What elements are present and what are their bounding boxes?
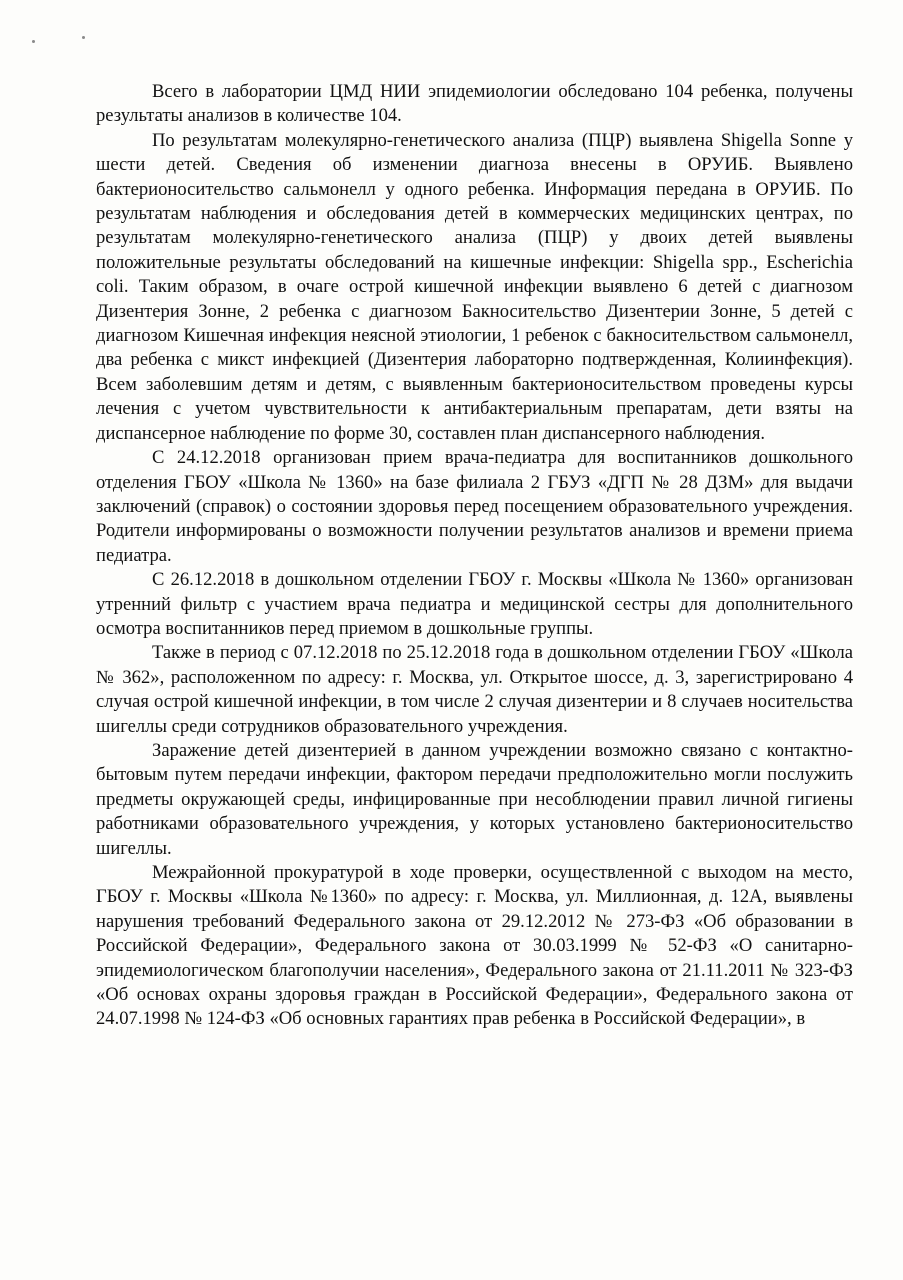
paragraph-infection-route: Заражение детей дизентерией в данном учреждении возможно связано с контактно-бытовым путем передачи инфекции, фактором передачи предположительно могли послужить предметы окружающей среды, инфицированные при несоблюдении правил личной гигиены работниками образовательного учреждения, у которых установлено бактерионосительство шигеллы. xyxy=(96,739,853,859)
paragraph-pcr-analysis: По результатам молекулярно-генетического анализа (ПЦР) выявлена Shigella Sonne у шести детей. Сведения об изменении диагноза внесены в ОРУИБ. Выявлено бактерионосительство сальмонелл у одного ребенка. Информация передана в ОРУИБ. По результатам наблюдения и обследования детей в коммерческих медицинских центрах, по результатам молекулярно-генетического анализа (ПЦР) у двоих детей выявлены положительные результаты обследований на кишечные инфекции: Shigella spp., Escherichia coli. Таким образом, в очаге острой кишечной инфекции выявлено 6 детей с диагнозом Дизентерия Зонне, 2 ребенка с диагнозом Бакносительство Дизентерии Зонне, 5 детей с диагнозом Кишечная инфекция неясной этиологии, 1 ребенок с бакносительством сальмонелл, два ребенка с микст инфекцией (Дизентерия лабораторно подтвержденная, Колиинфекция). Всем заболевшим детям и детям, с выявленным бактерионосительством проведены курсы лечения с учетом чувствительности к антибактериальным препаратам, дети взяты на диспансерное наблюдение по форме 30, составлен план диспансерного наблюдения. xyxy=(96,129,853,444)
paragraph-prosecutor-inspection: Межрайонной прокуратурой в ходе проверки, осуществленной с выходом на место, ГБОУ г. Москвы «Школа №1360» по адресу: г. Москва, ул. Миллионная, д. 12А, выявлены нарушения требований Федерального закона от 29.12.2012 № 273-ФЗ «Об образовании в Российской Федерации», Федерального закона от 30.03.1999 № 52-ФЗ «О санитарно-эпидемиологическом благополучии населения», Федерального закона от 21.11.2011 № 323-ФЗ «Об основах охраны здоровья граждан в Российской Федерации», Федерального закона от 24.07.1998 № 124-ФЗ «Об основных гарантиях прав ребенка в Российской Федерации», в xyxy=(96,862,853,1030)
paragraph-morning-filter: С 26.12.2018 в дошкольном отделении ГБОУ г. Москвы «Школа № 1360» организован утренний фильтр с участием врача педиатра и медицинской сестры для дополнительного осмотра воспитанников перед приемом в дошкольные группы. xyxy=(96,569,853,639)
scan-speck xyxy=(32,40,35,43)
document-body xyxy=(96,80,853,1032)
paragraph-lab-results: Всего в лаборатории ЦМД НИИ эпидемиологии обследовано 104 ребенка, получены результаты анализов в количестве 104. xyxy=(96,81,853,127)
scan-speck xyxy=(82,36,85,39)
paragraph-pediatrician-appointment: С 24.12.2018 организован прием врача-педиатра для воспитанников дошкольного отделения ГБОУ «Школа № 1360» на базе филиала 2 ГБУЗ «ДГП № 28 ДЗМ» для выдачи заключений (справок) о состоянии здоровья перед посещением образовательного учреждения. Родители информированы о возможности получении результатов анализов и времени приема педиатра. xyxy=(96,447,853,566)
paragraph-school-362-cases: Также в период с 07.12.2018 по 25.12.2018 года в дошкольном отделении ГБОУ «Школа № 362», расположенном по адресу: г. Москва, ул. Открытое шоссе, д. 3, зарегистрировано 4 случая острой кишечной инфекции, в том числе 2 случая дизентерии и 8 случаев носительства шигеллы среди сотрудников образовательного учреждения. xyxy=(96,642,853,737)
